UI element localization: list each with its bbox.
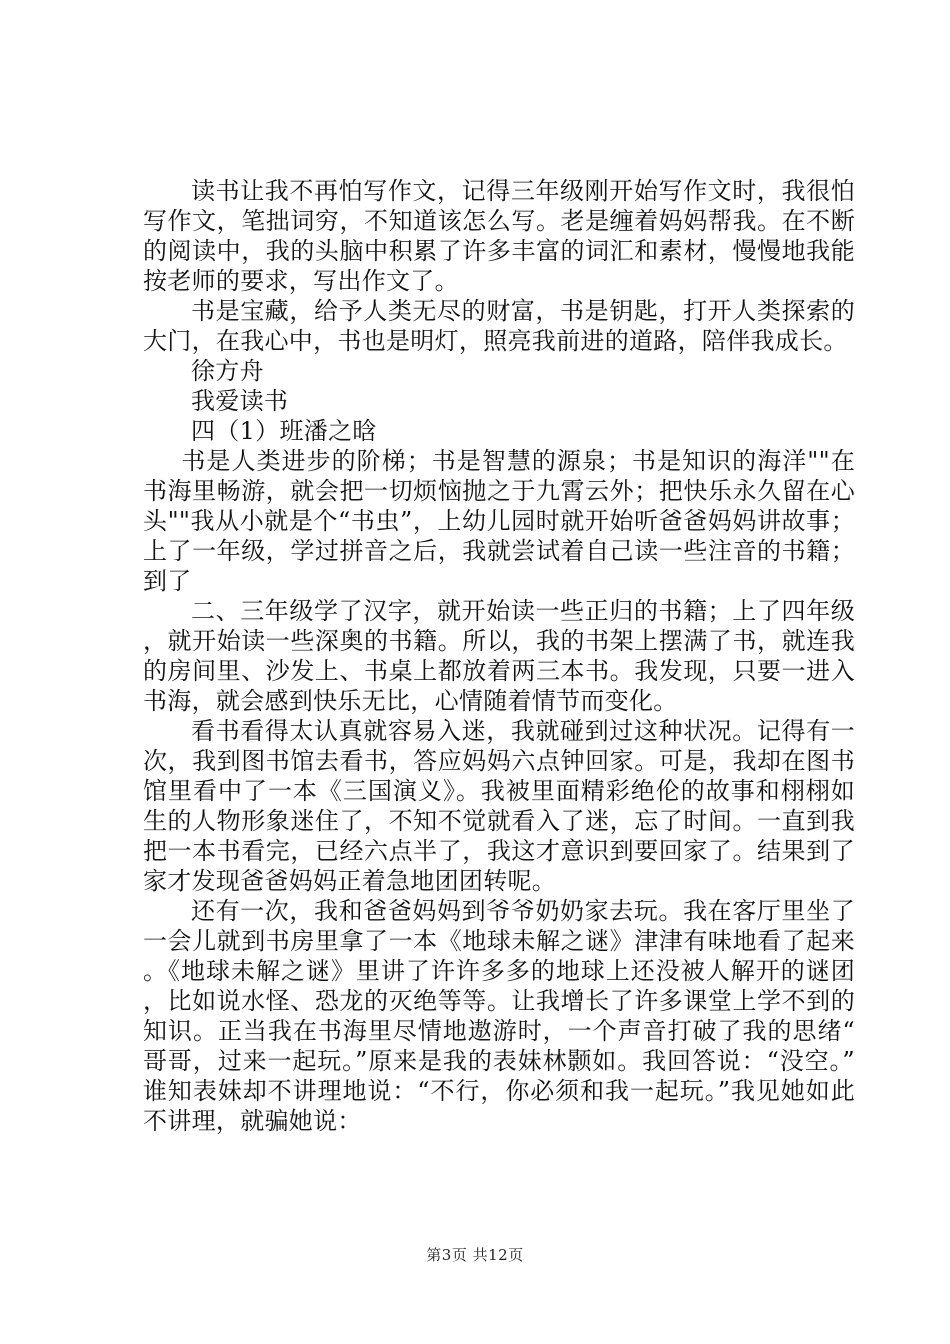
page-footer: 第3页 共12页 [426,1246,524,1264]
paragraph-cousin: 还有一次，我和爸爸妈妈到爷爷奶奶家去玩。我在客厅里坐了一会儿就到书房里拿了一本《地球未解之谜》津津有味地看了起来。《地球未解之谜》里讲了许许多多的地球上还没被人解开的谜团，比如说水怪、恐龙的灭绝等等。让我增长了许多课堂上学不到的知识。正当我在书海里尽情地遨游时，一个声音打破了我的思绪“哥哥，过来一起玩。”原来是我的表妹林颢如。我回答说：“没空。”谁知表妹却不讲理地说：“不行，你必须和我一起玩。”我见她如此不讲理，就骗她说： [143,897,855,1135]
document-body [143,176,855,1136]
paragraph-library: 看书看得太认真就容易入迷，我就碰到过这种状况。记得有一次，我到图书馆去看书，答应妈妈六点钟回家。可是，我却在图书馆里看中了一本《三国演义》。我被里面精彩绝伦的故事和栩栩如生的人物形象迷住了，不知不觉就看入了迷，忘了时间。一直到我把一本书看完，已经六点半了，我这才意识到要回家了。结果到了家才发现爸爸妈妈正着急地团团转呢。 [143,717,855,895]
paragraph-ladder: 书是人类进步的阶梯；书是智慧的源泉；书是知识的海洋""在书海里畅游，就会把一切烦恼抛之于九霄云外；把快乐永久留在心头""我从小就是个“书虫”，上幼儿园时就开始听爸爸妈妈讲故事；上了一年级，学过拼音之后，我就尝试着自己读一些注音的书籍；到了 [143,447,855,595]
essay-class-author: 四（1）班潘之晗 [191,417,377,445]
essay-title: 我爱读书 [191,387,289,415]
paragraph-writing: 读书让我不再怕写作文，记得三年级刚开始写作文时，我很怕写作文，笔拙词穷，不知道该怎么写。老是缠着妈妈帮我。在不断的阅读中，我的头脑中积累了许多丰富的词汇和素材，慢慢地我能按老师的要求，写出作文了。 [143,177,855,295]
paragraph-grades: 二、三年级学了汉字，就开始读一些正归的书籍；上了四年级，就开始读一些深奥的书籍。所以，我的书架上摆满了书，就连我的房间里、沙发上、书桌上都放着两三本书。我发现，只要一进入书海，就会感到快乐无比，心情随着情节而变化。 [143,597,855,715]
author-name: 徐方舟 [191,357,264,385]
paragraph-treasure: 书是宝藏，给予人类无尽的财富，书是钥匙，打开人类探索的大门，在我心中，书也是明灯，照亮我前进的道路，陪伴我成长。 [143,297,855,355]
